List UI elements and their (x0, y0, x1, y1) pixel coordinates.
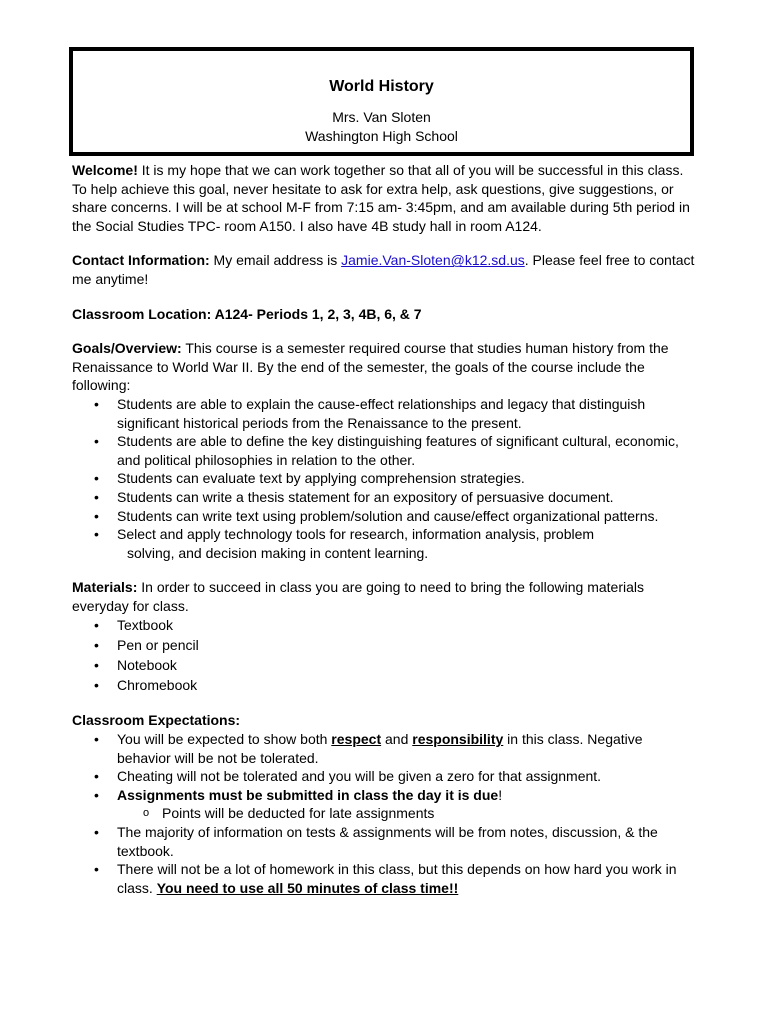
list-item (72, 786, 698, 805)
goals-paragraph (72, 339, 698, 395)
list-item (72, 860, 698, 897)
list-item: • Cheating will not be tolerated and you will be given a zero for that assignment. (72, 767, 698, 786)
assignment-deadline: Assignments must be submitted in class the day it is due (117, 786, 499, 803)
expectation-text: There will not be a lot of homework in this class, but this depends on how hard you work in class. (117, 861, 677, 896)
list-item: • Students can write a thesis statement for an expository of persuasive document. (72, 488, 698, 507)
list-item (72, 730, 698, 767)
list-item: • Chromebook (72, 675, 698, 695)
contact-paragraph (72, 251, 698, 288)
goals-list (72, 395, 698, 562)
goals-label: Goals/Overview: (72, 340, 182, 357)
list-item: • The majority of information on tests & assignments will be from notes, discussion, & the textbook. (72, 823, 698, 860)
contact-pre: My email address is (209, 252, 342, 269)
list-item: • Textbook (72, 615, 698, 635)
list-item: • Notebook (72, 655, 698, 675)
list-item (72, 525, 698, 562)
materials-text: In order to succeed in class you are going to need to bring the following materials everyday for class. (72, 579, 644, 614)
expectation-text: and (381, 731, 413, 748)
materials-list (72, 615, 698, 695)
contact-label: Contact Information: (72, 252, 210, 269)
classroom-location (72, 305, 698, 324)
sub-list-item: o Points will be deducted for late assignments (72, 804, 698, 823)
welcome-label: Welcome! (72, 162, 138, 178)
responsibility-word: responsibility (412, 731, 504, 748)
materials-label: Materials: (72, 579, 138, 596)
respect-word: respect (331, 731, 382, 748)
list-item: • Students can write text using problem/solution and cause/effect organizational patterns. (72, 507, 698, 526)
welcome-paragraph (72, 161, 698, 235)
list-item-line: Select and apply technology tools for research, information analysis, problem (117, 526, 595, 543)
title-box (69, 47, 694, 156)
list-item-line: solving, and decision making in content learning. (127, 544, 429, 561)
syllabus-body (72, 161, 698, 897)
teacher-name: Mrs. Van Sloten (332, 109, 431, 125)
contact-post: . Please feel free to contact me anytime! (72, 252, 695, 287)
expectation-text: ! (498, 786, 503, 803)
expectation-text: in this class. Negative behavior will be not be tolerated. (117, 731, 643, 766)
welcome-text: It is my hope that we can work together so that all of you will be successful in this class. To help achieve this goal, never hesitate to ask for extra help, ask questions, give suggestions, or share concerns. I will be at school M-F from 7:15 am- 3:45pm, and am available during 5th period in the Social Studies TPC- room A150. I also have 4B study hall in room A124. (72, 162, 690, 234)
expectations-list (72, 730, 698, 897)
expectations-label: Classroom Expectations: (72, 712, 241, 729)
goals-text: This course is a semester required course that studies human history from the Renaissance to World War II. By the end of the semester, the goals of the course include the following: (72, 340, 669, 394)
expectations-heading (72, 711, 698, 730)
list-item: • Pen or pencil (72, 635, 698, 655)
list-item: • Students are able to define the key distinguishing features of significant cultural, economic, and political philosophies in relation to the other. (72, 432, 698, 469)
document-title: World History (329, 78, 434, 95)
school-name: Washington High School (305, 128, 458, 144)
location-text: Classroom Location: A124- Periods 1, 2, 3, 4B, 6, & 7 (72, 305, 422, 322)
list-item: • Students can evaluate text by applying comprehension strategies. (72, 469, 698, 488)
list-item: • Students are able to explain the cause-effect relationships and legacy that distinguish significant historical periods from the Renaissance to the present. (72, 395, 698, 432)
materials-paragraph (72, 578, 698, 615)
email-link[interactable]: Jamie.Van-Sloten@k12.sd.us (341, 252, 525, 269)
expectation-text: You will be expected to show both (117, 731, 332, 748)
class-time-emphasis: You need to use all 50 minutes of class time!! (156, 879, 459, 896)
